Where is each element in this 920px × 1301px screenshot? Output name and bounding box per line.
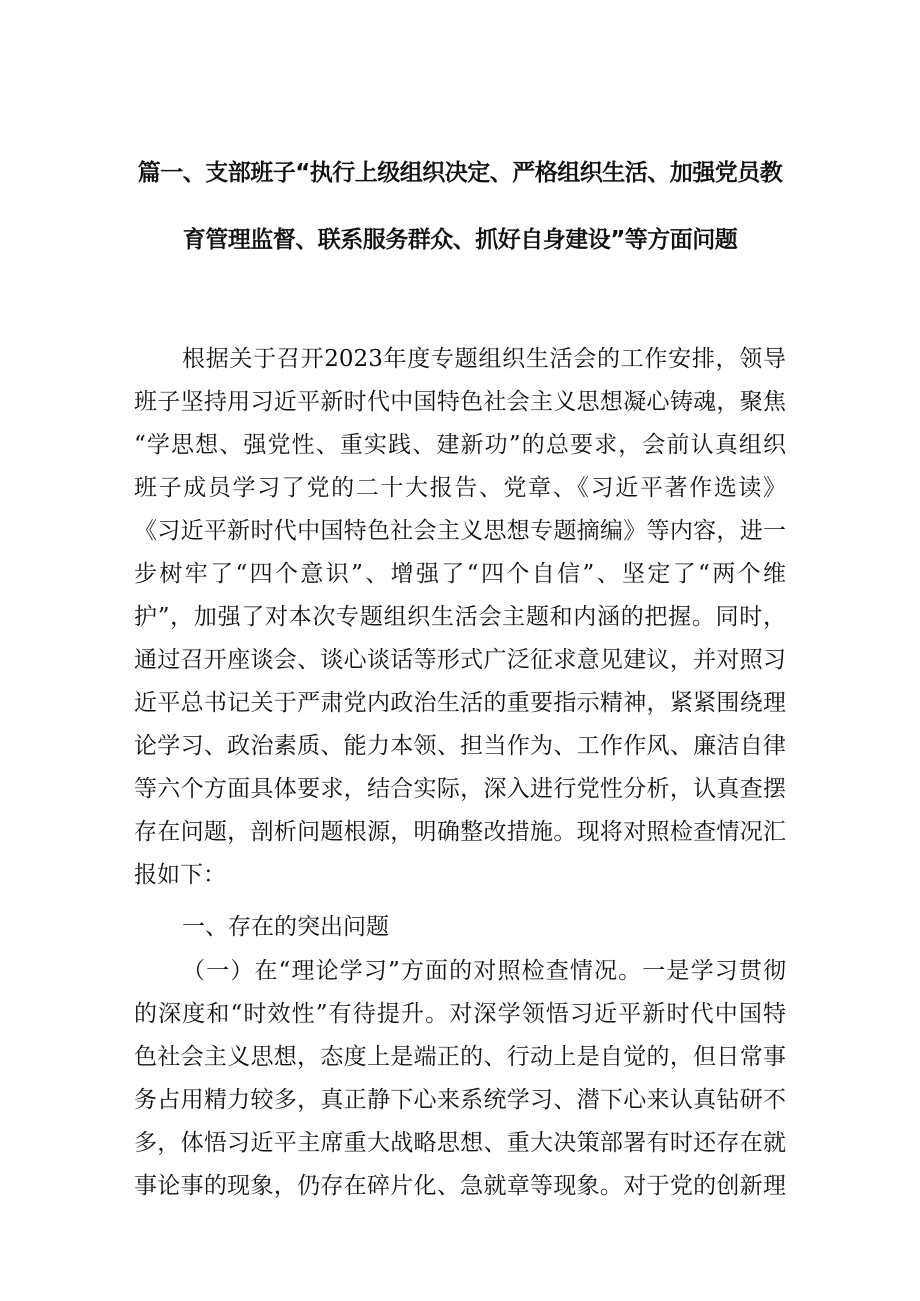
section-line: （一）在“理论学习”方面的对照检查情况。一是学习贯彻 [182,958,786,984]
intro-line: 根据关于召开2023年度专题组织生活会的工作安排，领导 [182,346,786,372]
intro-line: 报如下： [134,862,226,888]
document-title-line-1: 篇一、支部班子“执行上级组织决定、严格组织生活、加强党员教 [137,160,783,186]
intro-line: 通过召开座谈会、谈心谈话等形式广泛征求意见建议，并对照习 [134,647,786,673]
intro-line: 班子成员学习了党的二十大报告、党章、《习近平著作选读》 [134,475,786,501]
section-line: 的深度和“时效性”有待提升。对深学领悟习近平新时代中国特 [134,1001,786,1027]
intro-line: 步树牢了“四个意识”、增强了“四个自信”、坚定了“两个维 [134,561,786,587]
intro-line: 近平总书记关于严肃党内政治生活的重要指示精神，紧紧围绕理 [134,690,786,716]
intro-line: “学思想、强党性、重实践、建新功”的总要求，会前认真组织 [134,432,786,458]
section-line: 多，体悟习近平主席重大战略思想、重大决策部署有时还存在就 [134,1130,786,1156]
intro-line: 等六个方面具体要求，结合实际，深入进行党性分析，认真查摆 [134,776,786,802]
section-heading: 一、存在的突出问题 [182,914,389,940]
section-line: 色社会主义思想，态度上是端正的、行动上是自觉的，但日常事 [134,1044,786,1070]
section-line: 事论事的现象，仍存在碎片化、急就章等现象。对于党的创新理 [134,1173,786,1199]
intro-line: 存在问题，剖析问题根源，明确整改措施。现将对照检查情况汇 [134,819,786,845]
section-line: 务占用精力较多，真正静下心来系统学习、潜下心来认真钻研不 [134,1087,786,1113]
intro-line: 《习近平新时代中国特色社会主义思想专题摘编》等内容，进一 [134,518,786,544]
intro-line: 班子坚持用习近平新时代中国特色社会主义思想凝心铸魂，聚焦 [134,389,786,415]
intro-line: 护”，加强了对本次专题组织生活会主题和内涵的把握。同时， [134,604,786,630]
document-title-line-2: 育管理监督、联系服务群众、抓好自身建设”等方面问题 [182,227,738,253]
intro-line: 论学习、政治素质、能力本领、担当作为、工作作风、廉洁自律 [134,733,786,759]
